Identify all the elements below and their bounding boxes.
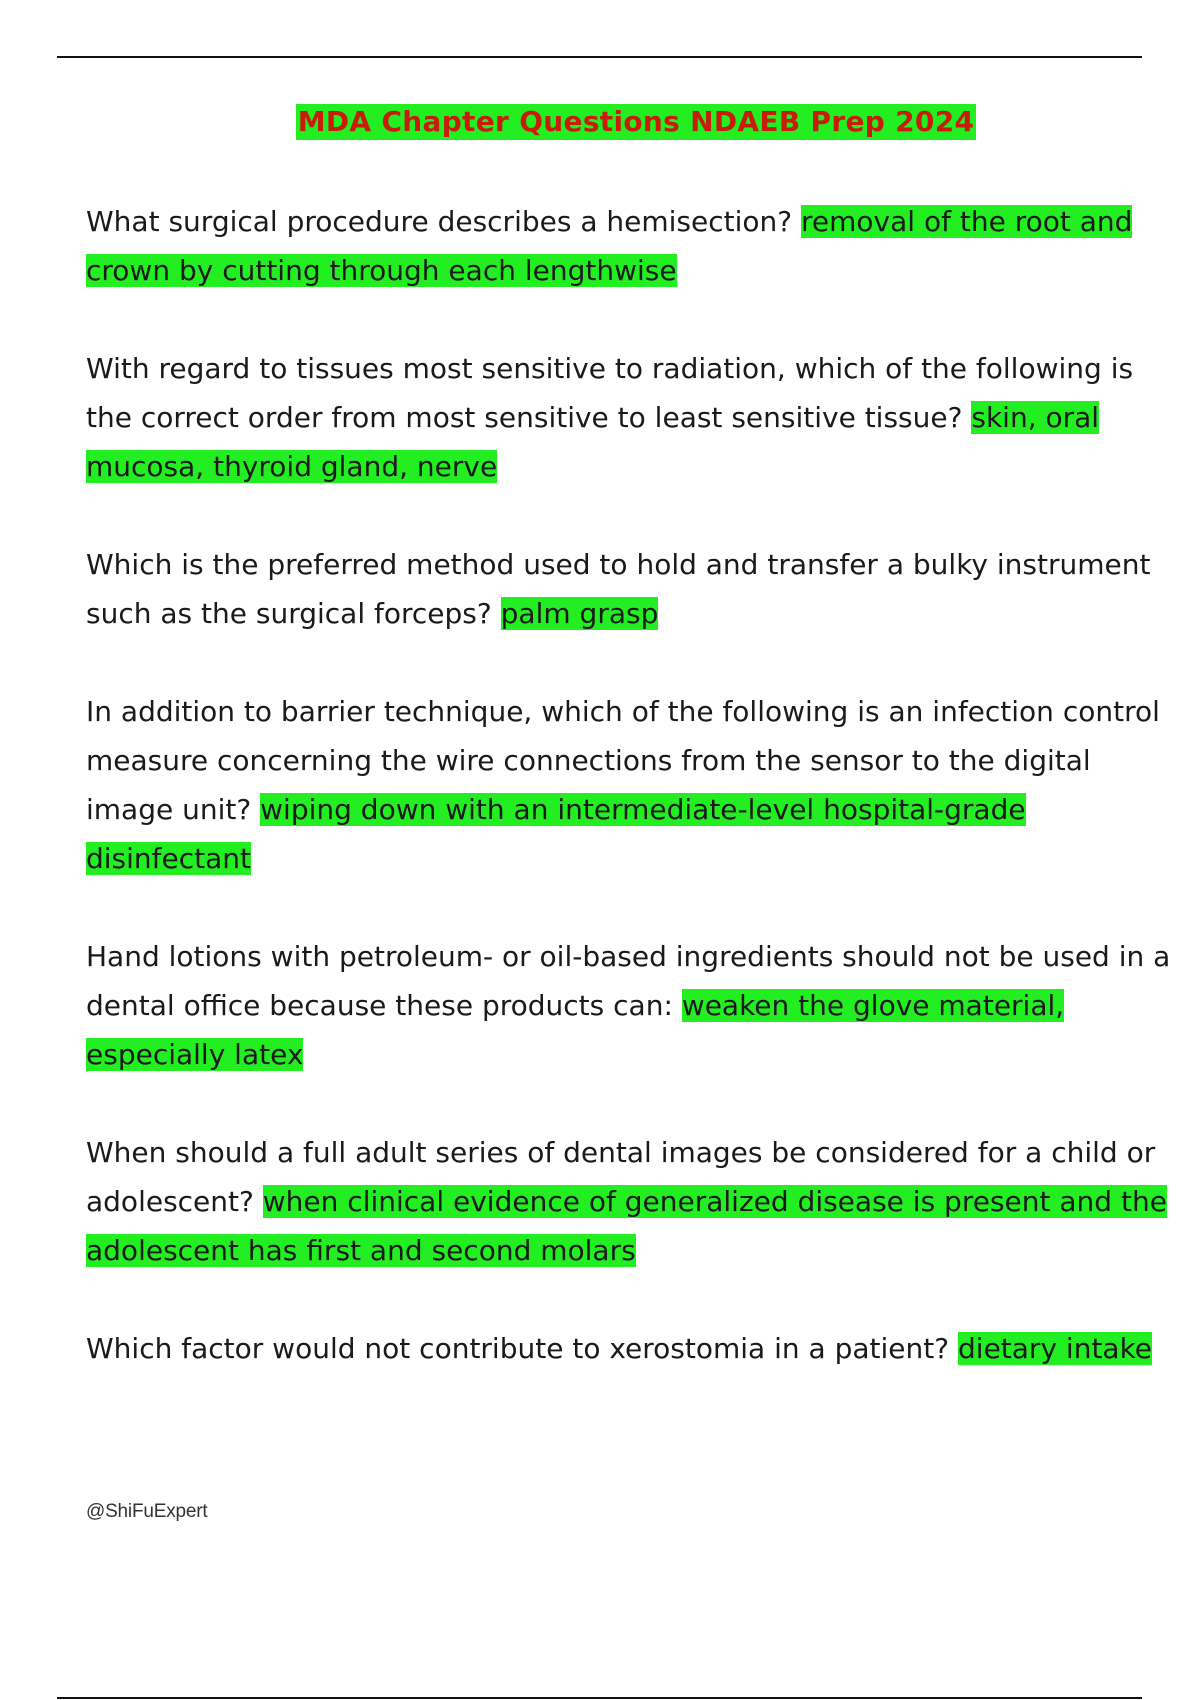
qa-item xyxy=(86,540,1181,638)
answer-highlight: dietary intake xyxy=(958,1332,1153,1365)
question-text: Which factor would not contribute to xerostomia in a patient? xyxy=(86,1332,950,1365)
qa-item xyxy=(86,197,1181,295)
question-text: Hand lotions with petroleum- or oil-based ingredients should not be used in a dental office because these products can: xyxy=(86,940,1171,1022)
qa-item xyxy=(86,1128,1181,1275)
bottom-rule xyxy=(57,1697,1142,1699)
answer-highlight: removal of the root and crown by cutting through each lengthwise xyxy=(86,205,1133,287)
author-watermark: @ShiFuExpert xyxy=(86,1501,208,1522)
question-text: Which is the preferred method used to hold and transfer a bulky instrument such as the surgical forceps? xyxy=(86,548,1151,630)
answer-highlight: palm grasp xyxy=(500,597,659,630)
question-text: With regard to tissues most sensitive to radiation, which of the following is the correct order from most sensitive to least sensitive tissue? xyxy=(86,352,1134,434)
qa-item xyxy=(86,932,1181,1079)
question-text: What surgical procedure describes a hemisection? xyxy=(86,205,793,238)
answer-highlight: wiping down with an intermediate-level hospital-grade disinfectant xyxy=(86,793,1026,875)
answer-highlight: weaken the glove material, especially latex xyxy=(86,989,1065,1071)
qa-list xyxy=(86,197,1181,1422)
qa-item xyxy=(86,687,1181,883)
answer-highlight: when clinical evidence of generalized disease is present and the adolescent has first and second molars xyxy=(86,1185,1167,1267)
top-rule xyxy=(57,56,1142,58)
question-text: In addition to barrier technique, which of the following is an infection control measure concerning the wire connections from the sensor to the digital image unit? xyxy=(86,695,1160,826)
qa-item xyxy=(86,1324,1181,1373)
question-text: When should a full adult series of dental images be considered for a child or adolescent? xyxy=(86,1136,1156,1218)
answer-highlight: skin, oral mucosa, thyroid gland, nerve xyxy=(86,401,1100,483)
document-title: MDA Chapter Questions NDAEB Prep 2024 xyxy=(297,105,975,138)
title-container xyxy=(0,104,1200,140)
qa-item xyxy=(86,344,1181,491)
